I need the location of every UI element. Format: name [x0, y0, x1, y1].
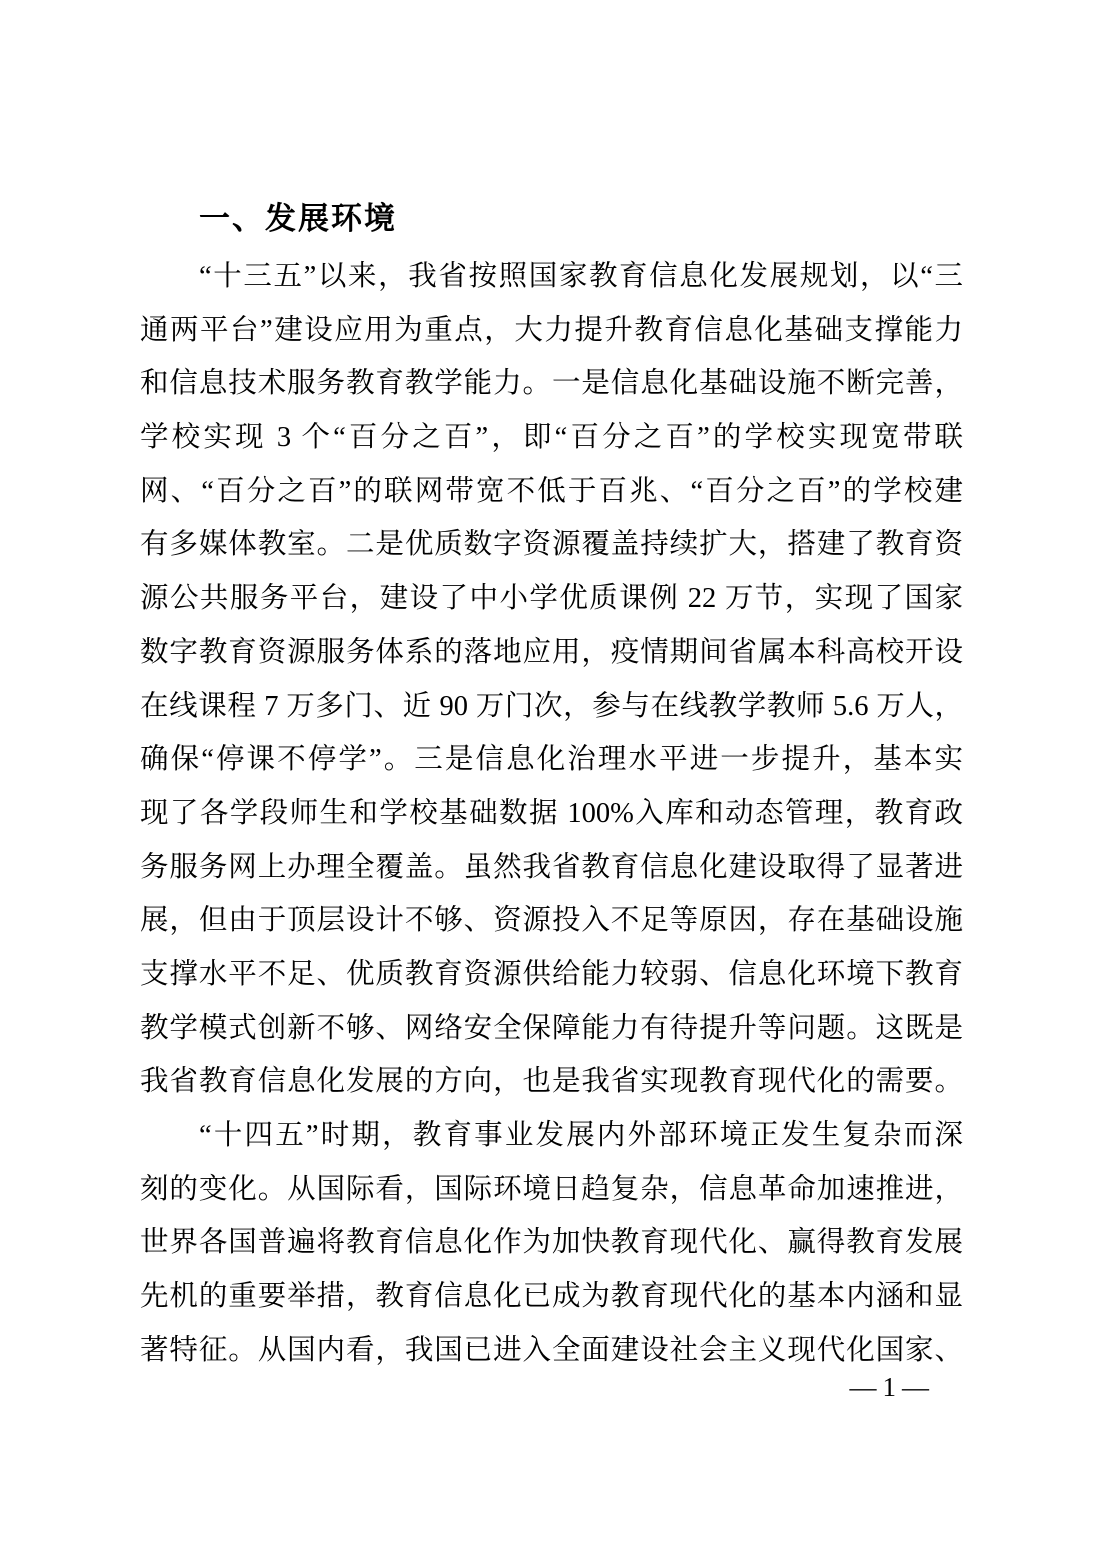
page-number: —1—: [849, 1372, 935, 1402]
text-line: “十四五”时期，教育事业发展内外部环境正发生复杂而深: [199, 1120, 963, 1151]
text-line: 展，但由于顶层设计不够、资源投入不足等原因，存在基础设施: [140, 905, 963, 937]
section-heading: 一、发展环境: [199, 201, 397, 236]
text-line: “十三五”以来，我省按照国家教育信息化发展规划，以“三: [199, 261, 963, 292]
text-line: 务服务网上办理全覆盖。虽然我省教育信息化建设取得了显著进: [140, 851, 963, 883]
text-line: 数字教育资源服务体系的落地应用，疫情期间省属本科高校开设: [140, 636, 963, 668]
paragraph-1: [140, 250, 963, 1109]
text-line: 先机的重要举措，教育信息化已成为教育现代化的基本内涵和显: [140, 1281, 963, 1313]
paragraph-2: [140, 1109, 963, 1377]
text-line: 源公共服务平台，建设了中小学优质课例 22 万节，实现了国家: [140, 583, 963, 615]
text-line: 现了各学段师生和学校基础数据 100%入库和动态管理，教育政: [140, 797, 963, 829]
text-line: 通两平台”建设应用为重点，大力提升教育信息化基础支撑能力: [140, 314, 963, 346]
text-line: 支撑水平不足、优质教育资源供给能力较弱、信息化环境下教育: [140, 958, 963, 990]
text-line: 教学模式创新不够、网络安全保障能力有待提升等问题。这既是: [140, 1012, 963, 1044]
text-line: 有多媒体教室。二是优质数字资源覆盖持续扩大，搭建了教育资: [140, 529, 963, 561]
text-line: 刻的变化。从国际看，国际环境日趋复杂，信息革命加速推进，: [140, 1173, 963, 1205]
text-line: 在线课程 7 万多门、近 90 万门次，参与在线教学教师 5.6 万人，: [140, 690, 963, 722]
document-body: [140, 200, 963, 1377]
text-line: 世界各国普遍将教育信息化作为加快教育现代化、赢得教育发展: [140, 1227, 963, 1259]
text-line: 我省教育信息化发展的方向，也是我省实现教育现代化的需要。: [140, 1066, 963, 1098]
text-line: 著特征。从国内看，我国已进入全面建设社会主义现代化国家、: [140, 1334, 963, 1366]
text-line: 确保“停课不停学”。三是信息化治理水平进一步提升，基本实: [140, 744, 963, 776]
text-line: 网、“百分之百”的联网带宽不低于百兆、“百分之百”的学校建: [140, 475, 963, 507]
text-line: 和信息技术服务教育教学能力。一是信息化基础设施不断完善，: [140, 368, 963, 400]
text-line: 学校实现 3 个“百分之百”，即“百分之百”的学校实现宽带联: [140, 422, 963, 454]
